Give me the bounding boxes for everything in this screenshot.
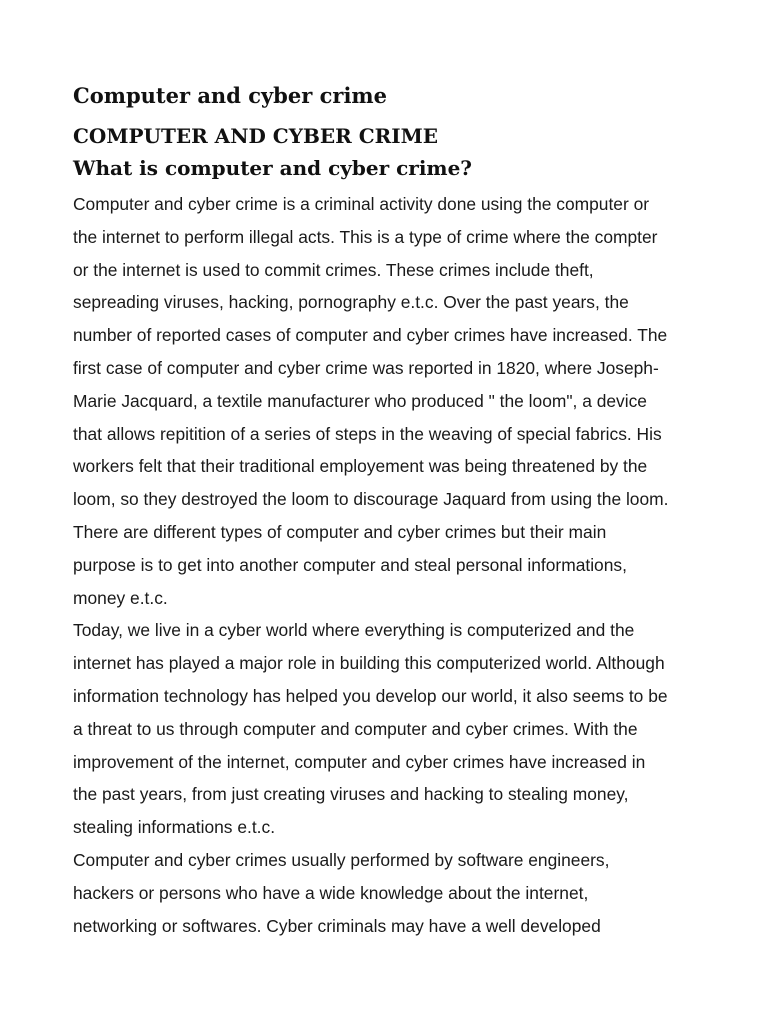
text-line: loom, so they destroyed the loom to discourage Jaquard from using the loom. (73, 489, 669, 510)
section-heading-question: What is computer and cyber crime? (73, 156, 473, 180)
text-line: stealing informations e.t.c. (73, 817, 276, 838)
text-line: Computer and cyber crime is a criminal activity done using the computer or (73, 194, 650, 214)
text-line: purpose is to get into another computer and steal personal informations, (73, 554, 627, 575)
text-line: networking or softwares. Cyber criminals may have a well developed (73, 915, 601, 936)
text-line: the internet to perform illegal acts. This is a type of crime where the compter (73, 226, 658, 247)
text-line: Marie Jacquard, a textile manufacturer who produced " the loom", a device (73, 390, 647, 411)
body-text (73, 188, 713, 942)
text-line: hackers or persons who have a wide knowledge about the internet, (73, 882, 589, 903)
text-line: improvement of the internet, computer and cyber crimes have increased in (73, 751, 646, 772)
text-line: information technology has helped you develop our world, it also seems to be (73, 685, 668, 706)
text-line: or the internet is used to commit crimes. These crimes include theft, (73, 259, 594, 280)
text-line: a threat to us through computer and computer and cyber crimes. With the (73, 718, 638, 739)
text-line: Computer and cyber crimes usually performed by software engineers, (73, 849, 610, 870)
section-heading-caps: COMPUTER AND CYBER CRIME (73, 124, 438, 148)
text-line: that allows repitition of a series of steps in the weaving of special fabrics. His (73, 423, 662, 444)
text-line: first case of computer and cyber crime was reported in 1820, where Joseph- (73, 357, 659, 378)
text-line: Today, we live in a cyber world where everything is computerized and the (73, 620, 635, 641)
document-title: Computer and cyber crime (73, 83, 388, 108)
text-line: the past years, from just creating viruses and hacking to stealing money, (73, 784, 629, 805)
text-line: money e.t.c. (73, 587, 168, 608)
text-line: number of reported cases of computer and cyber crimes have increased. The (73, 325, 668, 346)
text-line: internet has played a major role in building this computerized world. Although (73, 653, 665, 674)
text-line: workers felt that their traditional employement was being threatened by the (73, 456, 648, 477)
text-line: sepreading viruses, hacking, pornography e.t.c. Over the past years, the (73, 292, 629, 313)
text-line: There are different types of computer and cyber crimes but their main (73, 521, 607, 542)
